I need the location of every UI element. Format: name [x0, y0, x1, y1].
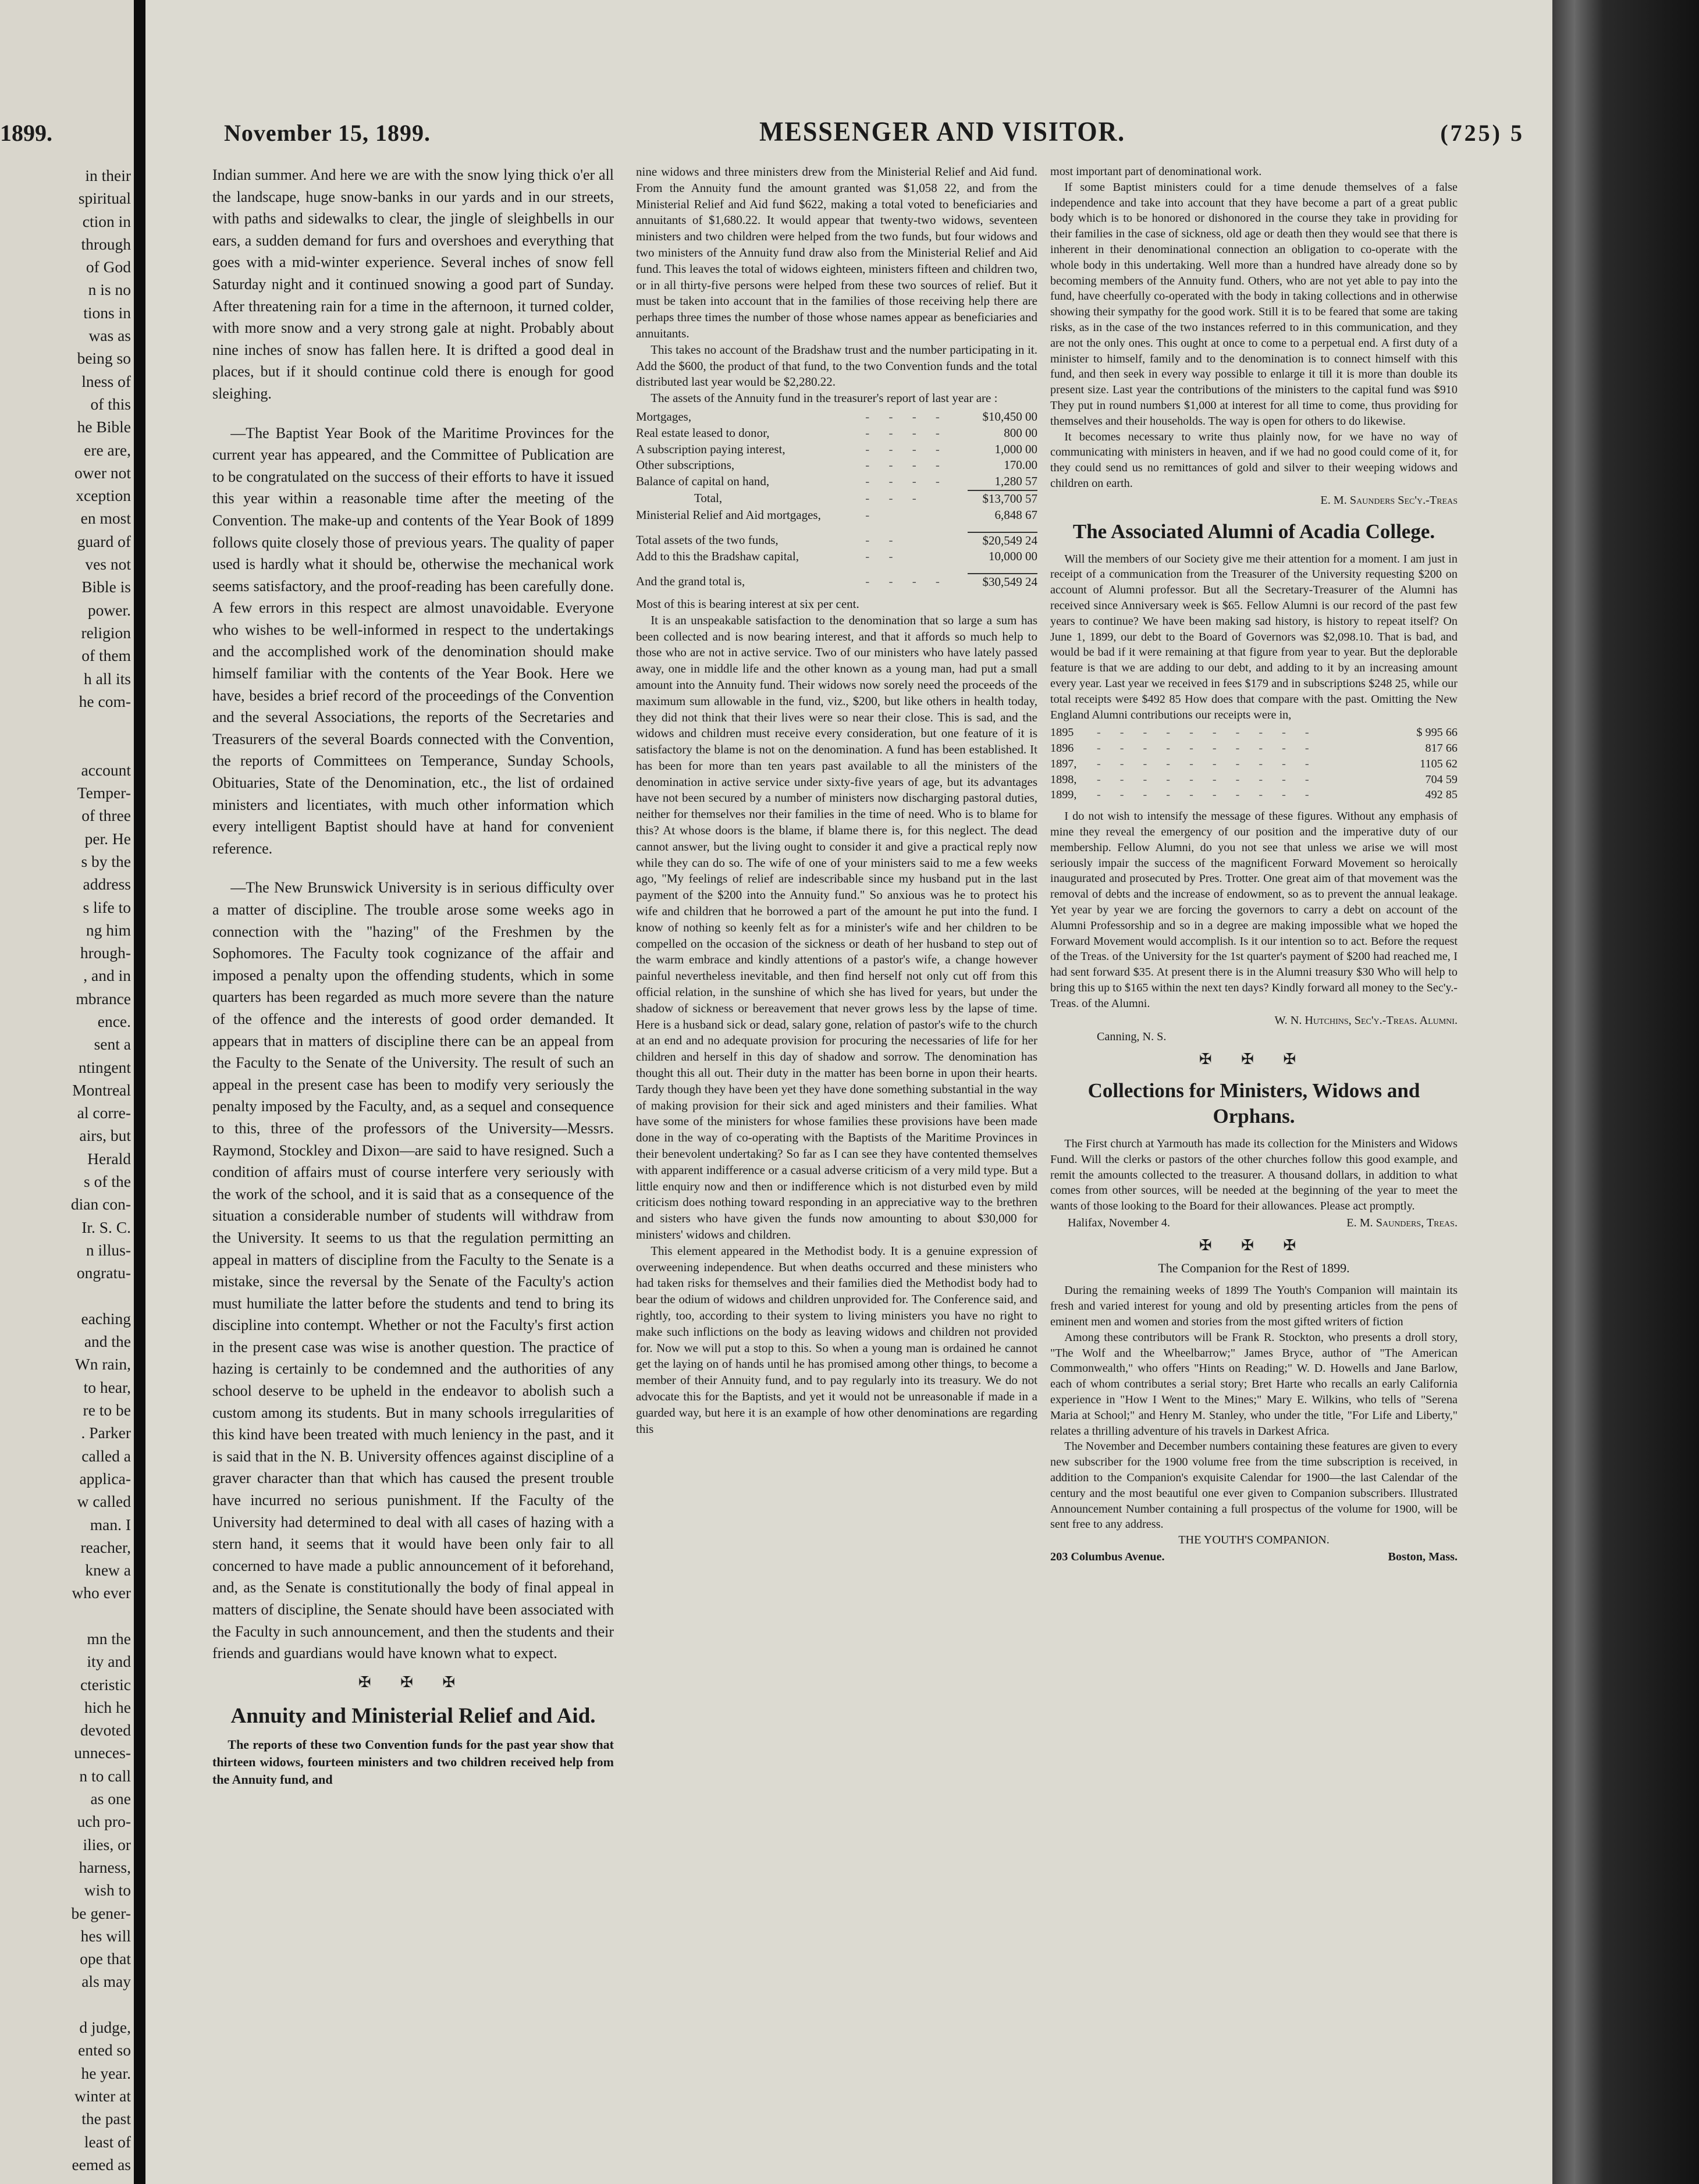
- previous-page-line: wish to: [84, 1881, 131, 1900]
- paragraph: Indian summer. And here we are with the snow lying thick o'er all the landscape, huge snow-banks in our yards and in our streets, with paths and sidewalks to clear, the jingle of sleighbells in our ears, a sudden demand for furs and overshoes and everything that goes with a mid-winter experience. Several inches of snow fell Saturday night and it continued snowing a good part of Sunday. After threatening rain for a time in the afternoon, it turned colder, with more snow and a very strong gale at night. Probably about nine inches of snow has fallen here. It is drifted a good deal in places, but if it should continue cold there is enough for good sleighing.: [212, 166, 614, 402]
- previous-page-line: n illus-: [86, 1240, 131, 1259]
- section-heading: The Associated Alumni of Acadia College.: [1072, 520, 1435, 543]
- previous-page-line: ower not: [74, 463, 131, 482]
- previous-page-text: [0, 164, 131, 2176]
- receipt-year: 1899,: [1050, 788, 1077, 802]
- previous-page-line: Herald: [87, 1149, 131, 1168]
- table-row: 1899, - - - - - - - - - - 492 85: [1050, 787, 1458, 803]
- bradshaw-label: Add to this the Bradshaw capital,: [636, 549, 799, 564]
- previous-page-line: ongratu-: [76, 1264, 131, 1282]
- previous-page-line: ence.: [97, 1012, 131, 1030]
- previous-page-line: Bible is: [81, 578, 131, 596]
- address-line: [1050, 1549, 1458, 1565]
- paragraph: Most of this is bearing interest at six per cent.: [636, 596, 859, 611]
- previous-page-line: dian con-: [70, 1195, 131, 1214]
- previous-page-line: guard of: [77, 532, 131, 550]
- paragraph: The reports of these two Convention funds for the past year show that thirteen widows, fourteen ministers and two children received help from the Annuity fund, and: [212, 1737, 614, 1787]
- previous-page-line: Temper-: [77, 784, 131, 802]
- address: 203 Columbus Avenue.: [1050, 1550, 1165, 1563]
- previous-page-line: sent a: [94, 1035, 131, 1054]
- previous-page-line: xception: [76, 486, 131, 505]
- receipt-amount: 1105 62: [1420, 757, 1458, 770]
- ledger-amount: 800 00: [1004, 425, 1037, 440]
- previous-page-line: tions in: [83, 303, 131, 322]
- paragraph: —The New Brunswick University is in serious difficulty over a matter of discipline. The trouble arose some weeks ago in connection with the "hazing" of the Freshmen by the Sophomores. The Faculty took cognizance of the affair and imposed a penalty upon the offending students, which in some quarters has been regarded as much more severe than the nature of the offence and the interests of good order demanded. It appears that in matters of discipline there can be an appeal from the Faculty to the Senate of the University. The result of such an appeal in the present case has been to modify very seriously the penalty imposed by the Faculty, and, as a sequel and consequence to this, three of the professors of the University—Messrs. Raymond, Stockley and Dixon—are said to have resigned. Such a condition of affairs must of course interfere very seriously with the work of the school, and it is said that as a consequence of the situation a considerable number of students will withdraw from the University. It seems to us that the regulation permitting an appeal in matters of discipline from the Faculty to the Senate is a mistake, since the reversal by the Senate of the Faculty's action must humiliate the latter before the students and tend to bring its discipline into contempt. Whether or not the Faculty's first action in the present case was wise is another question. The practice of hazing is certainly to be condemned and the authorities of any school deserve to be upheld in the endeavor to abolish such a custom among its students. But in many schools irregularities of this kind have been treated with much leniency in the past, and it is said that in the N. B. University offences against discipline of a graver character than that which has caused the present trouble have incurred no serious punishment. If the Faculty of the University had determined to deal with all cases of hazing with a stern hand, it seems that it would have been only fair to all concerned to have made a public announcement of it beforehand, and, as the Senate is constitutionally the body of final appeal in matters of discipline, the Senate should have been associated with the Faculty in such announcement, and then the students and their friends and guardians would have known what to expect.: [212, 879, 614, 1662]
- previous-page-line: religion: [81, 623, 131, 642]
- grand-label: And the grand total is,: [636, 574, 745, 589]
- previous-page-line: Wn rain,: [74, 1355, 131, 1374]
- ledger-label: Balance of capital on hand,: [636, 474, 770, 489]
- previous-page-line: airs, but: [79, 1126, 131, 1145]
- table-row: Total, - - - $13,700 57: [636, 490, 1037, 507]
- previous-page-line: through: [81, 234, 131, 253]
- previous-page-line: en most: [80, 509, 131, 528]
- table-row: Total assets of the two funds, - - $20,549 24: [636, 532, 1037, 549]
- assets-amount: $20,549 24: [968, 532, 1037, 549]
- paragraph: This takes no account of the Bradshaw trust and the number participating in it. Add the $600, the product of that fund, to the two Convention funds and the total distributed last year would be $2,280.22.: [636, 342, 1037, 389]
- assets-label: Total assets of the two funds,: [636, 532, 779, 547]
- receipt-year: 1898,: [1050, 773, 1077, 786]
- previous-page-line: , and in: [83, 966, 131, 985]
- receipt-year: 1896: [1050, 742, 1074, 755]
- signature-line: [1050, 1215, 1458, 1231]
- masthead: MESSENGER AND VISITOR.: [759, 116, 1126, 147]
- previous-page-line: s of the: [84, 1172, 131, 1191]
- book-edge: [1552, 0, 1699, 2184]
- previous-page-line: ope that: [80, 1950, 131, 1968]
- previous-page-line: ity and: [87, 1652, 131, 1671]
- previous-page-line: ves not: [85, 555, 131, 574]
- dateline: Canning, N. S.: [1097, 1030, 1167, 1044]
- ornament-divider: ✠ ✠ ✠: [1199, 1051, 1309, 1068]
- column-1: [212, 164, 614, 1788]
- previous-page-strip: [0, 0, 134, 2184]
- previous-page-line: was as: [88, 326, 131, 345]
- previous-page-line: he year.: [81, 2064, 131, 2082]
- table-row: 1895 - - - - - - - - - - $ 995 66: [1050, 725, 1458, 741]
- previous-page-line: per. He: [84, 829, 131, 848]
- previous-page-line: devoted: [80, 1721, 131, 1740]
- receipt-amount: 492 85: [1425, 788, 1458, 802]
- column-2: [636, 164, 1037, 1437]
- previous-page-line: in their: [85, 166, 131, 184]
- previous-page-line: and the: [84, 1332, 131, 1351]
- previous-page-line: ented so: [78, 2041, 131, 2059]
- previous-page-line: . Parker: [81, 1424, 131, 1442]
- previous-page-line: of this: [90, 394, 131, 413]
- ledger-amount: $10,450 00: [982, 409, 1037, 424]
- previous-page-line: w called: [77, 1492, 131, 1511]
- previous-page-line: mn the: [87, 1630, 131, 1648]
- ornament-divider: ✠ ✠ ✠: [1199, 1236, 1309, 1254]
- previous-page-line: ere are,: [84, 440, 131, 459]
- receipt-amount: 704 59: [1425, 773, 1458, 786]
- previous-page-line: re to be: [83, 1401, 131, 1420]
- mra-amount: 6,848 67: [994, 507, 1037, 522]
- page-number: (725) 5: [1440, 120, 1524, 146]
- previous-page-line: als may: [81, 1972, 131, 1991]
- previous-page-line: lness of: [81, 372, 131, 390]
- previous-page-line: harness,: [79, 1858, 131, 1876]
- previous-page-line: n to call: [79, 1766, 131, 1785]
- table-row: A subscription paying interest, - - - - 1,000 00: [636, 442, 1037, 458]
- previous-page-line: the past: [81, 2110, 131, 2128]
- paragraph: This element appeared in the Methodist body. It is a genuine expression of overweening independence. But when deaths occurred and these ministers who had taken risks for themselves and their families died the Methodist body had to bear the odium of widows and children unprovided for. The Conference said, and rightly, too, according to their system to living ministers you have no right to make such inflictions on the body as leaving widows and children not provided for. Now we will put a stop to this. So when a young man is ordained he cannot get the laying on of hands until he has promised among other things, to become a member of their Annuity fund, and to pay regularly into its treasury. We do not advocate this for the Baptists, and yet it would not be unreasonable if made in a guarded way, but here it is an example of how other denominations are regarding this: [636, 1243, 1037, 1436]
- previous-page-line: hich he: [84, 1698, 131, 1716]
- receipt-amount: $ 995 66: [1416, 726, 1458, 739]
- page-gutter: [134, 0, 145, 2184]
- previous-page-line: ntingent: [78, 1058, 131, 1076]
- previous-page-line: winter at: [74, 2086, 131, 2105]
- paragraph: If some Baptist ministers could for a time denude themselves of a false independence and take into account that they have become a part of a great public body which is to be honored or dishonored in the course they take in providing for their families in the case of sickness, old age or death then they would see that there is inherent in their denominational connection an obligation to co-operate with the whole body in this undertaking. Well more than a hundred have already done so by becoming members of the Annuity fund. Others, who are not yet able to pay into the fund, have cheerfully co-operated with the body in taking collections and in otherwise showing their sympathy for the good work. Still it is to be feared that some are taking risks, as in the case of the two instances referred to in this communication, and they are not the only ones. This ought at once to come to a perpetual end. A first duty of a minister to himself, family and to the denomination is to connect himself with this fund, and then seek in every way possible to enlarge it till it is more than double its present size. Last year the contributions of the ministers to the capital fund was $910 They put in round numbers $1,000 at interest for all time to come, thus providing for themselves and their households. The way is open for others to do likewise.: [1050, 180, 1458, 428]
- ledger-amount: 1,000 00: [994, 442, 1037, 456]
- previous-page-line: spiritual: [78, 189, 131, 208]
- previous-page-line: ction in: [82, 212, 131, 230]
- table-row: And the grand total is, - - - - $30,549 24: [636, 574, 1037, 591]
- previous-page-line: power.: [87, 600, 131, 619]
- previous-page-line: al corre-: [77, 1104, 131, 1122]
- ledger-label: Mortgages,: [636, 409, 692, 424]
- table-row: 1898, - - - - - - - - - - 704 59: [1050, 772, 1458, 788]
- signature: E. M. Saunders Sec'y.-Treas: [1320, 493, 1458, 507]
- paragraph: The First church at Yarmouth has made its collection for the Ministers and Widows Fund. Will the clerks or pastors of the other churches follow this good example, and remit the amounts collected to the treasurer. A thousand dollars, in addition to what comes from other sources, will be needed at the beginning of the year to meet the wants of those looking to the Board for their allowances. Please act promptly.: [1050, 1137, 1458, 1213]
- paragraph: Will the members of our Society give me their attention for a moment. I am just in receipt of a communication from the Treasurer of the University requesting $200 on account of Alumni professor. But all the Secretary-Treasurer of the Alumni has received since Anniversary week is $65. Fellow Alumni is our record of the past few years to continue? We have been making sad history, is history to repeat itself? On June 1, 1899, our debt to the Board of Governors was $2,098.10. That is bad, and would be bad if it were remaining at that figure from year to year. But the deplorable feature is that we are adding to our debt, and adding to it by an increasing amount every year. Last year we received in fees $179 and in subscriptions $248 25, while our total receipts were $492 85 How does that compare with the past. Omitting the New England Alumni contributions our receipts were in,: [1050, 552, 1458, 721]
- previous-page-line: reacher,: [80, 1538, 131, 1556]
- paragraph: most important part of denominational work.: [1050, 165, 1262, 178]
- previous-page-line: n is no: [88, 280, 131, 299]
- paragraph: It becomes necessary to write thus plainly now, for we have no way of communicating with ministers in heaven, and if we had no good could come of it, for they could send us no remittances of gold and silver to their weeping widows and children on earth.: [1050, 430, 1458, 490]
- table-row: Ministerial Relief and Aid mortgages, - 6,848 67: [636, 507, 1037, 524]
- paragraph: The November and December numbers containing these features are given to every new subscriber for the 1900 volume free from the time subscription is received, in addition to the Companion's exquisite Calendar for 1900—the last Calendar of the century and the most beautiful one ever given to Companion subscribers. Illustrated Announcement Number containing a full prospectus of the volume for 1900, will be sent free to any address.: [1050, 1440, 1458, 1531]
- signature: THE YOUTH'S COMPANION.: [1178, 1534, 1330, 1547]
- table-row: Mortgages, - - - - $10,450 00: [636, 409, 1037, 425]
- table-row: 1897, - - - - - - - - - - 1105 62: [1050, 756, 1458, 772]
- ledger-label: Real estate leased to donor,: [636, 425, 770, 440]
- total-amount: $13,700 57: [968, 490, 1037, 507]
- page-header: [224, 116, 1536, 154]
- bradshaw-amount: 10,000 00: [989, 549, 1037, 564]
- paragraph: During the remaining weeks of 1899 The Youth's Companion will maintain its fresh and varied interest for young and old by presenting articles from the pens of eminent men and women and stories from the most gifted writers of fiction: [1050, 1284, 1458, 1328]
- previous-page-line: called a: [81, 1446, 131, 1465]
- paragraph: nine widows and three ministers drew from the Ministerial Relief and Aid fund. From the Annuity fund the amount granted was $1,058 22, and from the Ministerial Relief and Aid fund $622, making a total voted to beneficiaries and annuitants of $1,680.22. It would appear that twenty-two widows, seventeen ministers and two children were helped from the two funds, but four widows and two ministers of the Annuity fund draw also from the Ministerial Relief and Aid fund. This leaves the total of widows eighteen, ministers fifteen and children two, or in all thirty-five persons were helped from these two sources of relief. But it must be taken into account that in the families of those receiving help there are perhaps three times the number of those whose names appear as beneficiaries and annuitants.: [636, 165, 1037, 340]
- signature: W. N. Hutchins, Sec'y.-Treas. Alumni.: [1274, 1013, 1458, 1027]
- previous-page-line: to hear,: [83, 1378, 131, 1396]
- previous-page-line: [0, 713, 131, 735]
- previous-page-line: of God: [86, 258, 131, 276]
- newspaper-page: [145, 0, 1552, 2184]
- previous-page-line: address: [83, 875, 131, 894]
- alumni-receipts-table: [1050, 725, 1458, 803]
- previous-page-line: applica-: [79, 1469, 131, 1488]
- previous-page-line: [0, 1993, 131, 2016]
- previous-page-header: 1899.: [0, 120, 52, 146]
- paragraph: The assets of the Annuity fund in the treasurer's report of last year are :: [651, 391, 998, 406]
- ledger-amount: 170.00: [1004, 458, 1037, 472]
- previous-page-line: hes will: [80, 1926, 131, 1945]
- previous-page-line: he com-: [79, 692, 131, 710]
- previous-page-line: uch pro-: [77, 1812, 131, 1831]
- previous-page-line: ilies, or: [83, 1835, 131, 1854]
- previous-page-line: knew a: [85, 1561, 131, 1580]
- previous-page-line: be gener-: [71, 1904, 131, 1922]
- section-heading: Annuity and Ministerial Relief and Aid.: [230, 1704, 596, 1728]
- previous-page-line: h all its: [84, 669, 131, 688]
- paragraph: It is an unspeakable satisfaction to the denomination that so large a sum has been collected and is now bearing interest, and that it affords so much help to those who are not in active service. Two of our ministers who have lately passed away, one in middle life and the other known as a young man, had put a small amount into the Annuity fund. Their widows now sorely need the proceeds of the maximum sum allowable in the fund, viz., $200, but like others in health today, they did not think that their lives were so near their close. This is sad, and the widows and children must receive every consideration, but one feature of it is satisfactory the blame is not on the denomination. A fund has been established. It has been for more than ten years past available to all the ministers of the denomination in active service under sixty-five years of age, but its advantages have not been secured by a number of ministers now discharging pastoral duties, neither for themselves nor their families in the time of need. Who is to blame for this? At whose doors is the blame, if blame there is, for this neglect. The dead cannot answer, but the living ought to consider it and give a practical reply now while they can do so. The wife of one of your ministers said to me a few weeks ago, "My feelings of relief are indescribable since my husband put in the last payment of the $200 into the Annuity fund." So anxious was he to protect his wife and children that he borrowed a part of the amount he put into the fund. I know of nothing so keenly felt as for a minister's wife and her children to be compelled on the occasion of the sickness or death of her husband to step out of the warm embrace and kindly attentions of a pastor's wife, a change however painful nevertheless inevitable, and then find herself not only cut off from this official relation, in the sunshine of which she has lived for years, but under the shadow of sickness or bereavement that never grows less by the lapse of time. Here is a husband sick or dead, salary gone, relation of pastor's wife to the church at an end and no adequate provision for procuring the necessaries of life for her children and herself in this day of shadow and sorrow. The denomination has thought this all out. Their duty in the matter has been borne in upon their hearts. Tardy though they have been yet they have done something substantial in the way of making provision for their sick and aged ministers and their families. What have some of the ministers for whose families these provisions have been made done in the way of co-operating with the Baptists of the Maritime Provinces in their benevolent undertaking? So far as I can see they have contented themselves with apparent indifference or a casual adverse criticism of a very mild type. But a little enquiry now and then or indifference which is not disturbed even by mild criticism does nothing toward responding in an appreciative way to the brethren and sisters who have given the funds now amounting to about $30,000 for ministers' widows and children.: [636, 613, 1037, 1242]
- ledger-label: Other subscriptions,: [636, 458, 735, 472]
- paragraph: Among these contributors will be Frank R. Stockton, who presents a droll story, "The Wolf and the Wheelbarrow;" James Bryce, author of "The American Commonwealth," who offers "Hints on Reading;" W. D. Howells and Jane Barlow, each of whom contributes a serial story; Bret Harte who recalls an early California experience in "How I Went to the Mines;" Mary E. Wilkins, who tells of "Serena Maria at School;" and Henry M. Stanley, who under the title, "For Life and Liberty," relates a thrilling adventure of his travels in Darkest Africa.: [1050, 1331, 1458, 1438]
- annuity-assets-table: [636, 409, 1037, 591]
- receipt-amount: 817 66: [1425, 742, 1458, 755]
- previous-page-line: eemed as: [72, 2155, 131, 2174]
- table-row: Add to this the Bradshaw capital, - - 10,000 00: [636, 549, 1037, 565]
- ornament-divider: ✠ ✠ ✠: [358, 1673, 468, 1691]
- previous-page-line: least of: [84, 2132, 131, 2151]
- ledger-label: A subscription paying interest,: [636, 442, 785, 456]
- issue-date: November 15, 1899.: [224, 120, 431, 146]
- previous-page-line: of three: [81, 806, 131, 825]
- previous-page-line: mbrance: [76, 989, 131, 1008]
- column-3: [1050, 164, 1458, 1566]
- paragraph: —The Baptist Year Book of the Maritime Provinces for the current year has appeared, and the Committee of Publication are to be congratulated on the success of their efforts to have it issued this year within a reasonable time after the meeting of the Convention. The make-up and contents of the Year Book of 1899 follows quite closely those of previous years. The quality of paper used is hardly what it should be, otherwise the mechanical work seems satisfactory, and the proof-reading has been carefully done. A few errors in this respect are almost unavoidable. Everyone who wishes to be well-informed in respect to the undertakings and the accomplished work of the denomination should make himself familiar with the contents of the Year Book. Here we have, besides a brief record of the proceedings of the Convention and the several Associations, the reports of the Secretaries and Treasurers of the several Boards connected with the Convention, the reports of Committees on Temperance, Sunday Schools, Obituaries, State of the Denomination, etc., the list of ordained ministers and licentiates, with much other information which every intelligent Baptist should have at hand for convenient reference.: [212, 424, 614, 857]
- previous-page-line: who ever: [72, 1584, 131, 1602]
- grand-amount: $30,549 24: [968, 574, 1037, 591]
- previous-page-line: being so: [77, 349, 131, 368]
- ledger-amount: 1,280 57: [994, 474, 1037, 489]
- previous-page-line: d judge,: [79, 2018, 131, 2037]
- dateline: Halifax, November 4.: [1068, 1217, 1171, 1230]
- mra-label: Ministerial Relief and Aid mortgages,: [636, 507, 821, 522]
- city: Boston, Mass.: [1388, 1550, 1458, 1563]
- previous-page-line: [0, 1285, 131, 1307]
- previous-page-line: eaching: [81, 1309, 131, 1328]
- previous-page-line: Ir. S. C.: [81, 1218, 131, 1236]
- section-heading: Collections for Ministers, Widows and Orphans.: [1087, 1079, 1420, 1128]
- table-row: Real estate leased to donor, - - - - 800 00: [636, 425, 1037, 442]
- previous-page-line: cteristic: [80, 1675, 131, 1694]
- table-row: 1896 - - - - - - - - - - 817 66: [1050, 741, 1458, 756]
- previous-page-line: account: [81, 760, 131, 779]
- previous-page-line: s by the: [81, 852, 131, 870]
- previous-page-line: as one: [90, 1790, 131, 1808]
- signature: E. M. Saunders, Treas.: [1346, 1217, 1458, 1230]
- receipt-year: 1897,: [1050, 757, 1077, 770]
- receipt-year: 1895: [1050, 726, 1074, 739]
- previous-page-line: he Bible: [77, 418, 131, 436]
- previous-page-line: unneces-: [74, 1744, 131, 1762]
- previous-page-line: hrough-: [80, 944, 131, 962]
- previous-page-line: [0, 1605, 131, 1627]
- table-row: Balance of capital on hand, - - - - 1,280 57: [636, 474, 1037, 490]
- previous-page-line: ng him: [86, 920, 131, 939]
- paragraph: I do not wish to intensify the message of these figures. Without any emphasis of mine they reveal the emergency of our position and the imperative duty of our membership. Fellow Alumni, do you not see that unless we arise we will most seriously impair the success of the magnificent Forward Movement so heroically inaugurated and prosecuted by Pres. Trotter. One great aim of that movement was the removal of debts and the increase of endowment, so as to prevent the annual leakage. Yet year by year we are forcing the governors to carry a debt on account of the Alumni Professorship and so in a degree are making impossible what we hoped the Forward Movement would accomplish. Is it our intention so to act. Before the request of the Treas. of the University for the 1st quarter's payment of $200 had reached me, I had sent forward $35. At present there is in the Alumni treasury $30 Who will help to bring this up to $165 within the next ten days? Kindly forward all money to the Sec'y.-Treas. of the Alumni.: [1050, 810, 1458, 1010]
- table-row: Other subscriptions, - - - - 170.00: [636, 457, 1037, 474]
- previous-page-line: s life to: [83, 898, 131, 916]
- previous-page-line: [0, 735, 131, 758]
- previous-page-line: man. I: [90, 1515, 131, 1534]
- previous-page-line: Montreal: [72, 1080, 131, 1099]
- previous-page-line: of them: [81, 646, 131, 665]
- section-heading: The Companion for the Rest of 1899.: [1158, 1260, 1350, 1275]
- total-label: Total,: [694, 490, 723, 505]
